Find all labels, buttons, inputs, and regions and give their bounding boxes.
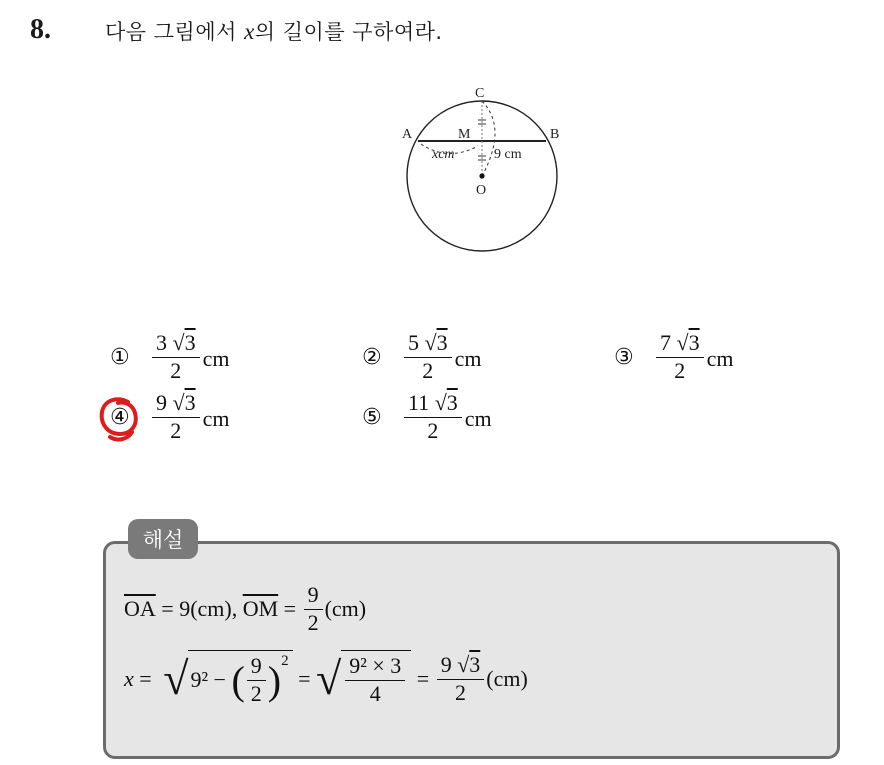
choice-1-marker: ①	[110, 344, 130, 370]
question-number: 8.	[30, 14, 51, 45]
om-fraction: $\frac{9}{2}$	[304, 582, 323, 636]
choice-2-marker: ②	[362, 344, 382, 370]
answer-circle-mark	[98, 394, 142, 446]
choice-3-marker: ③	[614, 344, 634, 370]
sqrt-radicand-2: $\frac{\text{9² × 3}}{4}$	[341, 650, 411, 707]
choice-2[interactable]	[362, 330, 481, 384]
label-a: A	[402, 127, 413, 142]
label-c: C	[475, 86, 485, 101]
label-o: O	[476, 183, 487, 198]
choice-5-fraction: $\frac{11 √3}{2}$	[404, 390, 462, 444]
sqrt-sign-2: √	[316, 653, 342, 704]
choice-3-fraction: $\frac{7 √3}{2}$	[656, 330, 704, 384]
circle-figure	[396, 80, 576, 260]
result-fraction: $\frac{9 √3}{2}$	[437, 652, 485, 706]
choice-1[interactable]	[110, 330, 229, 384]
choice-1-unit: cm	[202, 345, 230, 371]
label-radius: 9 cm	[494, 147, 522, 162]
segment-om: $\overline{OM}$	[242, 596, 279, 621]
choice-5-unit: cm	[464, 405, 492, 431]
choice-4-fraction: $\frac{9 √3}{2}$	[152, 390, 200, 444]
var-x: x	[124, 665, 134, 691]
solution-line-1: $\overline{OA}$ = 9(cm), $\overline{OM}$ = $\frac{9}{2}$ (cm)	[124, 582, 367, 635]
choice-5-marker: ⑤	[362, 404, 382, 430]
sqrt-sign-1: √	[163, 653, 189, 704]
choice-4-unit: cm	[202, 405, 230, 431]
question-text-after: 의 길이를 구하여라.	[254, 20, 443, 44]
label-m: M	[458, 127, 471, 142]
choice-1-fraction: $\frac{3 √3}{2}$	[152, 330, 200, 384]
solution-line-2: x = √ 9² − ( $\frac{9}{2}$ ) $^2$ = √ $\frac{\text{9² × 3}}{4}$ = $\frac{9 √3}{2}$ (cm)	[124, 651, 528, 706]
sqrt-radicand-1: 9² − ( $\frac{9}{2}$ ) $^2$	[188, 650, 292, 707]
solution-label: 해설	[128, 519, 198, 559]
choice-3[interactable]	[614, 330, 733, 384]
center-point	[479, 173, 484, 178]
radius-arc	[482, 101, 495, 176]
question-text	[105, 16, 443, 46]
choice-2-unit: cm	[454, 345, 482, 371]
choice-2-fraction: $\frac{5 √3}{2}$	[404, 330, 452, 384]
segment-oa: $\overline{OA}$	[124, 596, 156, 621]
label-x-segment: xcm	[432, 147, 455, 162]
choice-5[interactable]	[362, 390, 492, 444]
choice-4-marker: ④	[110, 404, 130, 430]
question-text-before: 다음 그림에서	[105, 20, 245, 44]
question-variable: x	[244, 19, 255, 44]
label-b: B	[550, 127, 560, 142]
choice-3-unit: cm	[706, 345, 734, 371]
